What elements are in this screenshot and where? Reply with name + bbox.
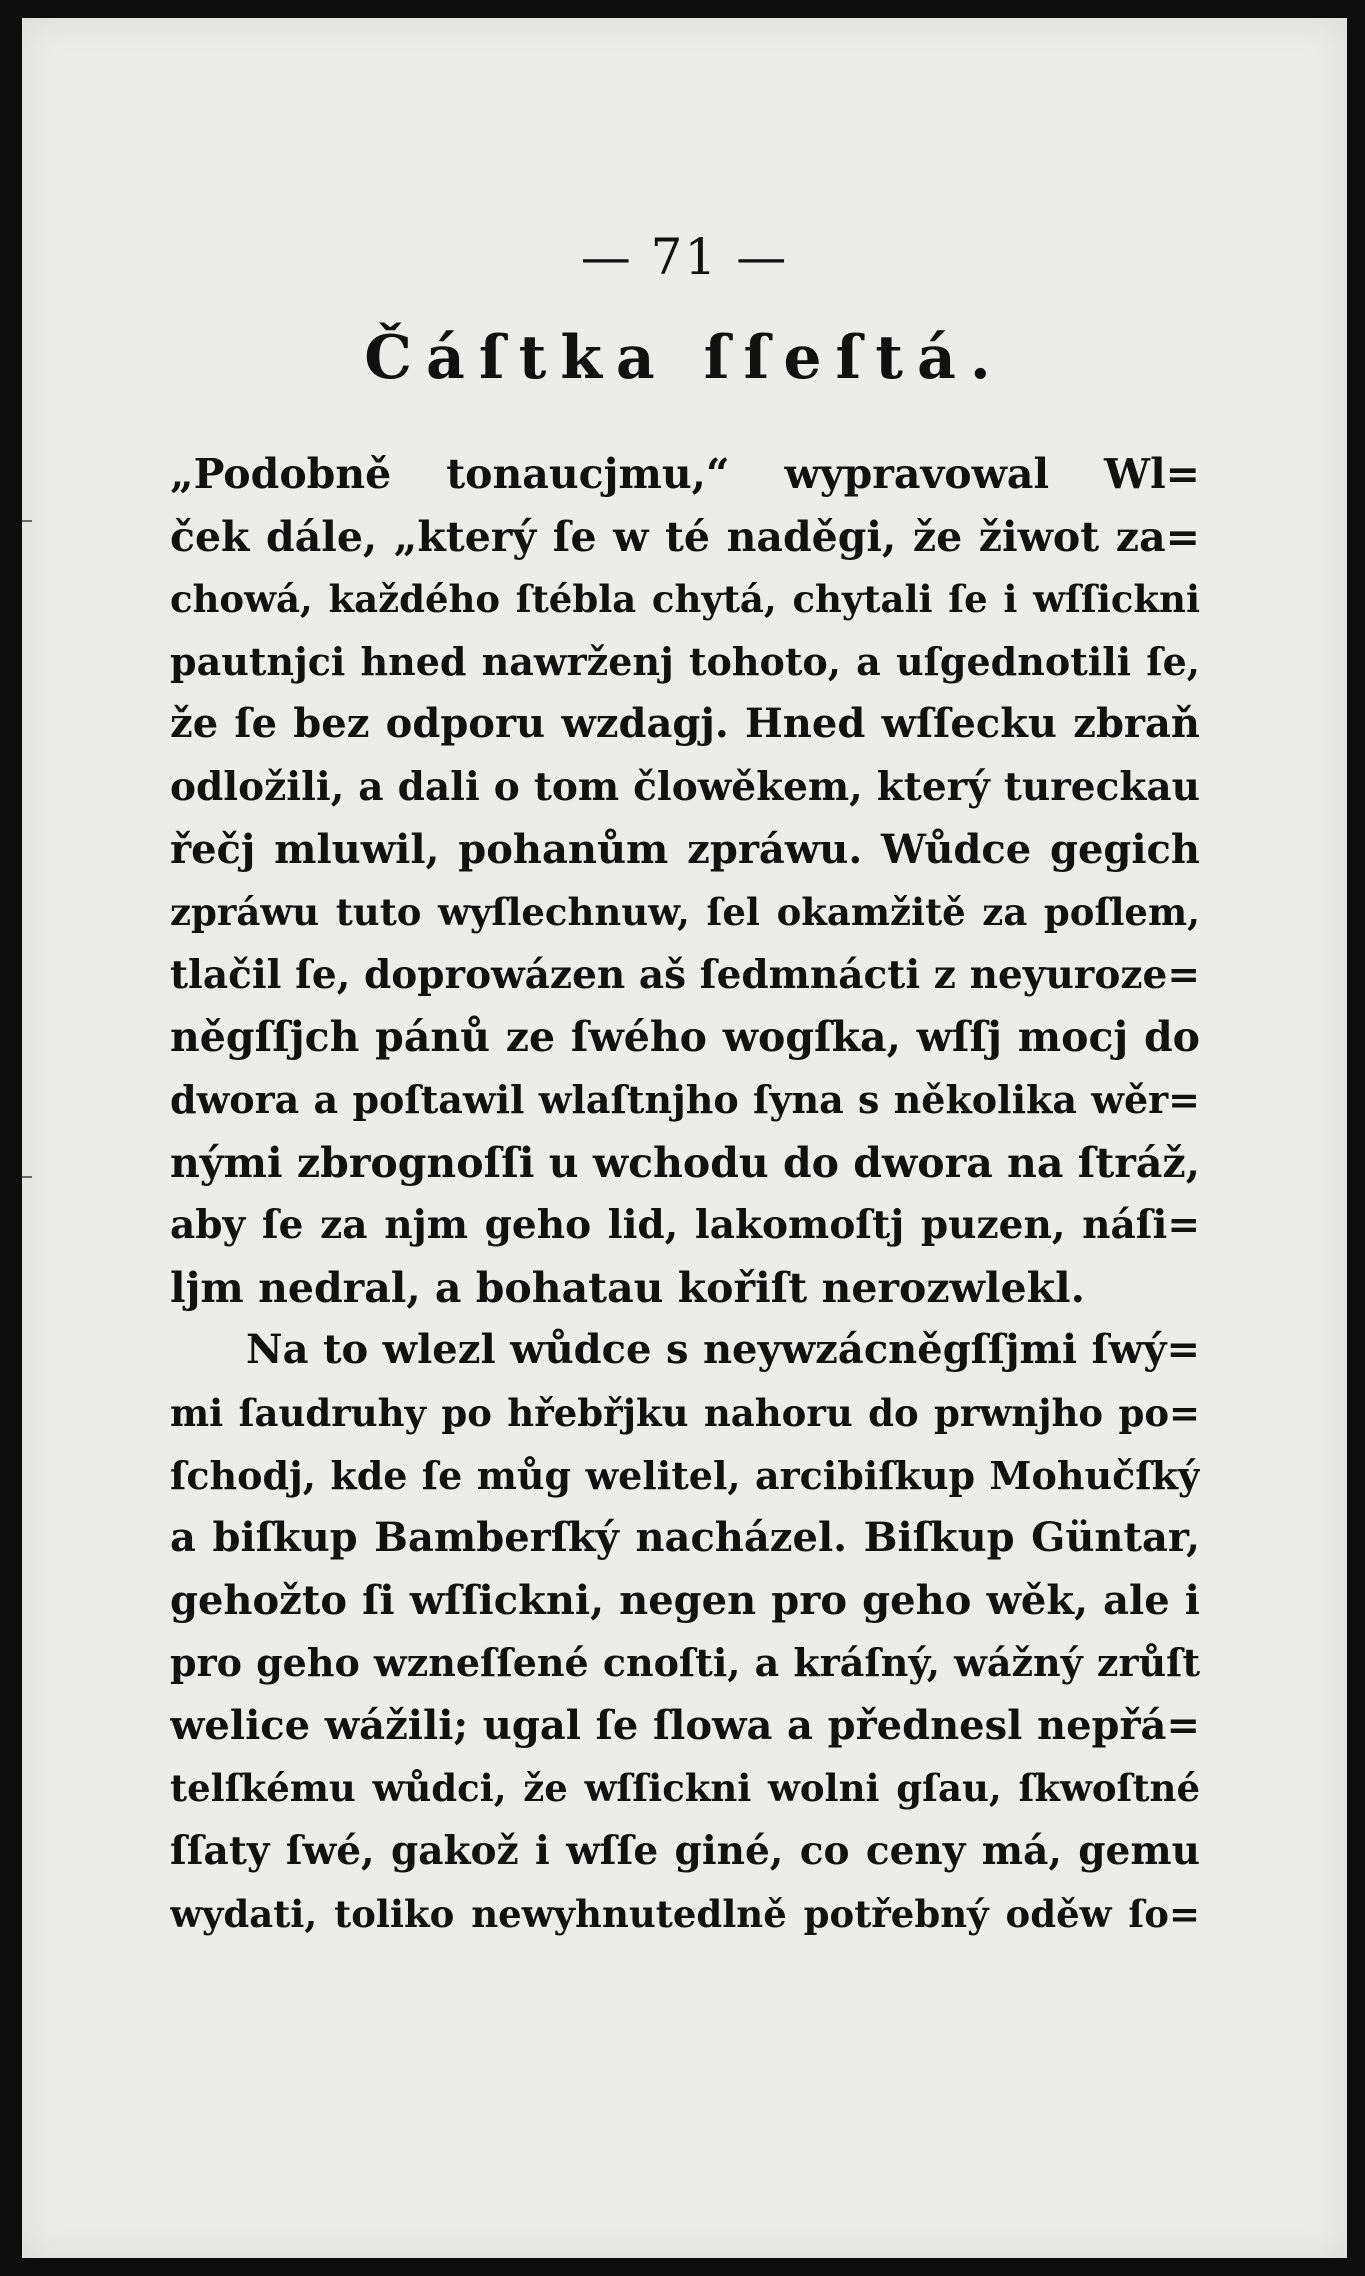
text-line: a biſkup Bamberſký nacházel. Biſkup Güntar, (170, 1514, 1200, 1562)
text-line: telſkému wůdci, že wſſickni wolni gſau, ſkwoſtné (170, 1766, 1200, 1811)
body-text (170, 443, 1200, 1945)
text-line: řečj mluwil, pohanům zpráwu. Wůdce gegich (170, 825, 1200, 873)
text-line: aby ſe za njm geho lid, lakomoſtj puzen, náſi= (170, 1202, 1200, 1249)
text-line: chowá, každého ſtébla chytá, chytali ſe i wſſickni (170, 577, 1200, 622)
text-line: Na to wlezl wůdce s neywzácněgſſjmi ſwý= (246, 1326, 1200, 1374)
page-edge-mark (22, 1176, 32, 1178)
text-line: wydati, toliko newyhnutedlně potřebný oděw ſo= (170, 1891, 1200, 1936)
text-line: ſchodj, kde ſe můg welitel, arcibiſkup Mohučſký (170, 1452, 1200, 1498)
text-line: ſſaty ſwé, gakož i wſſe giné, co ceny má, gemu (170, 1828, 1200, 1875)
text-line: že ſe bez odporu wzdagj. Hned wſſecku zbraň (170, 700, 1200, 748)
text-line: „Podobně tonaucjmu,“ wypravowal Wl= (170, 450, 1200, 498)
text-line: welice wážili; ugal ſe ſlowa a přednesl nepřá= (170, 1701, 1200, 1749)
text-line: pro geho wzneſſené cnoſti, a kráſný, wážný zrůſt (170, 1640, 1200, 1686)
text-line: nými zbrognoſſi u wchodu do dwora na ſtráž, (170, 1138, 1200, 1187)
book-page (22, 18, 1347, 2258)
paragraph-2 (170, 1319, 1200, 1945)
chapter-title: Čáſtka ſſeſtá. (364, 323, 1005, 393)
text-line: zpráwu tuto wyſlechnuw, ſel okamžitě za poſlem, (170, 890, 1200, 935)
text-line: něgſſjch pánů ze ſwého wogſka, wſſj mocj do (170, 1013, 1200, 1062)
text-line: dwora a poſtawil wlaſtnjho ſyna s několika wěr= (170, 1076, 1200, 1122)
text-line: tlačil ſe, doprowázen aš ſedmnácti z neyuroze= (170, 951, 1200, 998)
text-line: mi ſaudruhy po hřebřjku nahoru do prwnjho po= (170, 1390, 1200, 1435)
text-line: gehožto ſi wſſickni, negen pro geho wěk, ale i (170, 1576, 1200, 1624)
text-line: ček dále, „který ſe w té naděgi, že žiwot za= (170, 512, 1200, 561)
text-line: ljm nedral, a bohatau kořiſt nerozwlekl. (170, 1263, 1085, 1312)
paragraph-1 (170, 443, 1200, 1319)
text-line: odložili, a dali o tom člowěkem, který tureckau (170, 763, 1200, 810)
page-edge-mark (22, 520, 32, 522)
page-number: — 71 — (580, 228, 789, 286)
text-line: pautnjci hned nawrženj tohoto, a uſgednotili ſe, (170, 638, 1200, 684)
